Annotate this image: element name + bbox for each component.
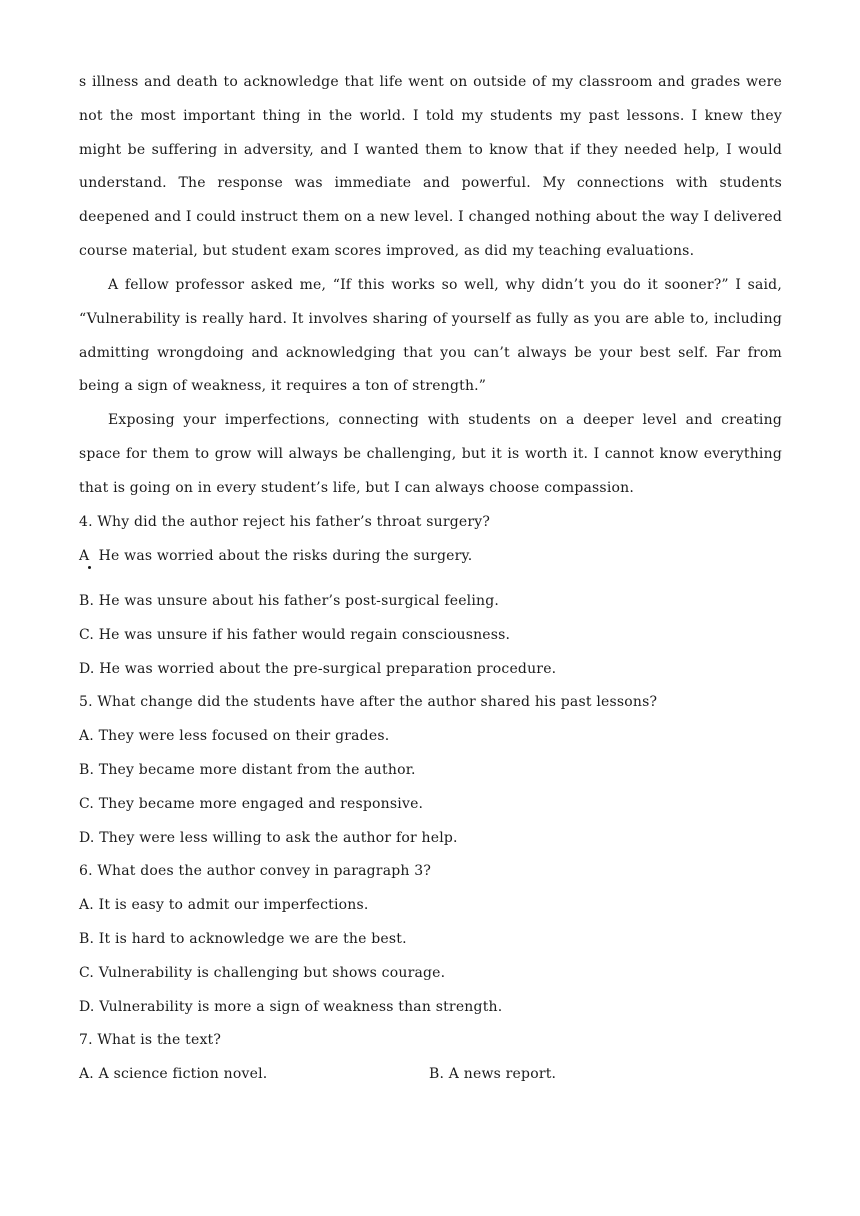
question-4-option-b: B. He was unsure about his father’s post-surgical feeling. xyxy=(79,593,500,609)
question-5-option-b: B. They became more distant from the author. xyxy=(79,762,416,778)
question-5-stem: 5. What change did the students have after the author shared his past lessons? xyxy=(79,694,658,710)
question-6-option-d: D. Vulnerability is more a sign of weakness than strength. xyxy=(79,999,503,1015)
question-6-option-a: A. It is easy to admit our imperfections. xyxy=(79,897,369,913)
question-5-option-a: A. They were less focused on their grades. xyxy=(79,728,390,744)
question-6-option-c: C. Vulnerability is challenging but shows courage. xyxy=(79,965,446,981)
question-6-option-b: B. It is hard to acknowledge we are the best. xyxy=(79,931,407,947)
question-4-stem: 4. Why did the author reject his father’s throat surgery? xyxy=(79,514,491,530)
question-4-option-a: A He was worried about the risks during the surgery. xyxy=(79,548,473,564)
question-4-option-d: D. He was worried about the pre-surgical preparation procedure. xyxy=(79,661,557,677)
passage-paragraph-1: s illness and death to acknowledge that life went on outside of my classroom and grades were not the most important thing in the world. I told my students my past lessons. I knew they might be suffering in adversity, and I wanted them to know that if they needed help, I would understand. The response was immediate and powerful. My connections with students deepened and I could instruct them on a new level. I changed nothing about the way I delivered course material, but student exam scores improved, as did my teaching evaluations. xyxy=(79,74,782,259)
question-6-stem: 6. What does the author convey in paragraph 3? xyxy=(79,863,432,879)
passage-paragraph-3: Exposing your imperfections, connecting with students on a deeper level and creating space for them to grow will always be challenging, but it is worth it. I cannot know everything that is going on in every student’s life, but I can always choose compassion. xyxy=(79,412,782,496)
question-7-stem: 7. What is the text? xyxy=(79,1032,222,1048)
option-dot-mark xyxy=(88,566,91,569)
question-7-option-a: A. A science fiction novel. xyxy=(79,1066,268,1082)
question-5-option-c: C. They became more engaged and responsive. xyxy=(79,796,424,812)
passage-paragraph-2: A fellow professor asked me, “If this works so well, why didn’t you do it sooner?” I said, “Vulnerability is really hard. It involves sharing of yourself as fully as you are able to, including admitting wrongdoing and acknowledging that you can’t always be your best self. Far from being a sign of weakness, it requires a ton of strength.” xyxy=(79,277,782,395)
question-7-option-b: B. A news report. xyxy=(429,1066,557,1082)
question-5-option-d: D. They were less willing to ask the author for help. xyxy=(79,830,458,846)
question-4-option-c: C. He was unsure if his father would regain consciousness. xyxy=(79,627,511,643)
